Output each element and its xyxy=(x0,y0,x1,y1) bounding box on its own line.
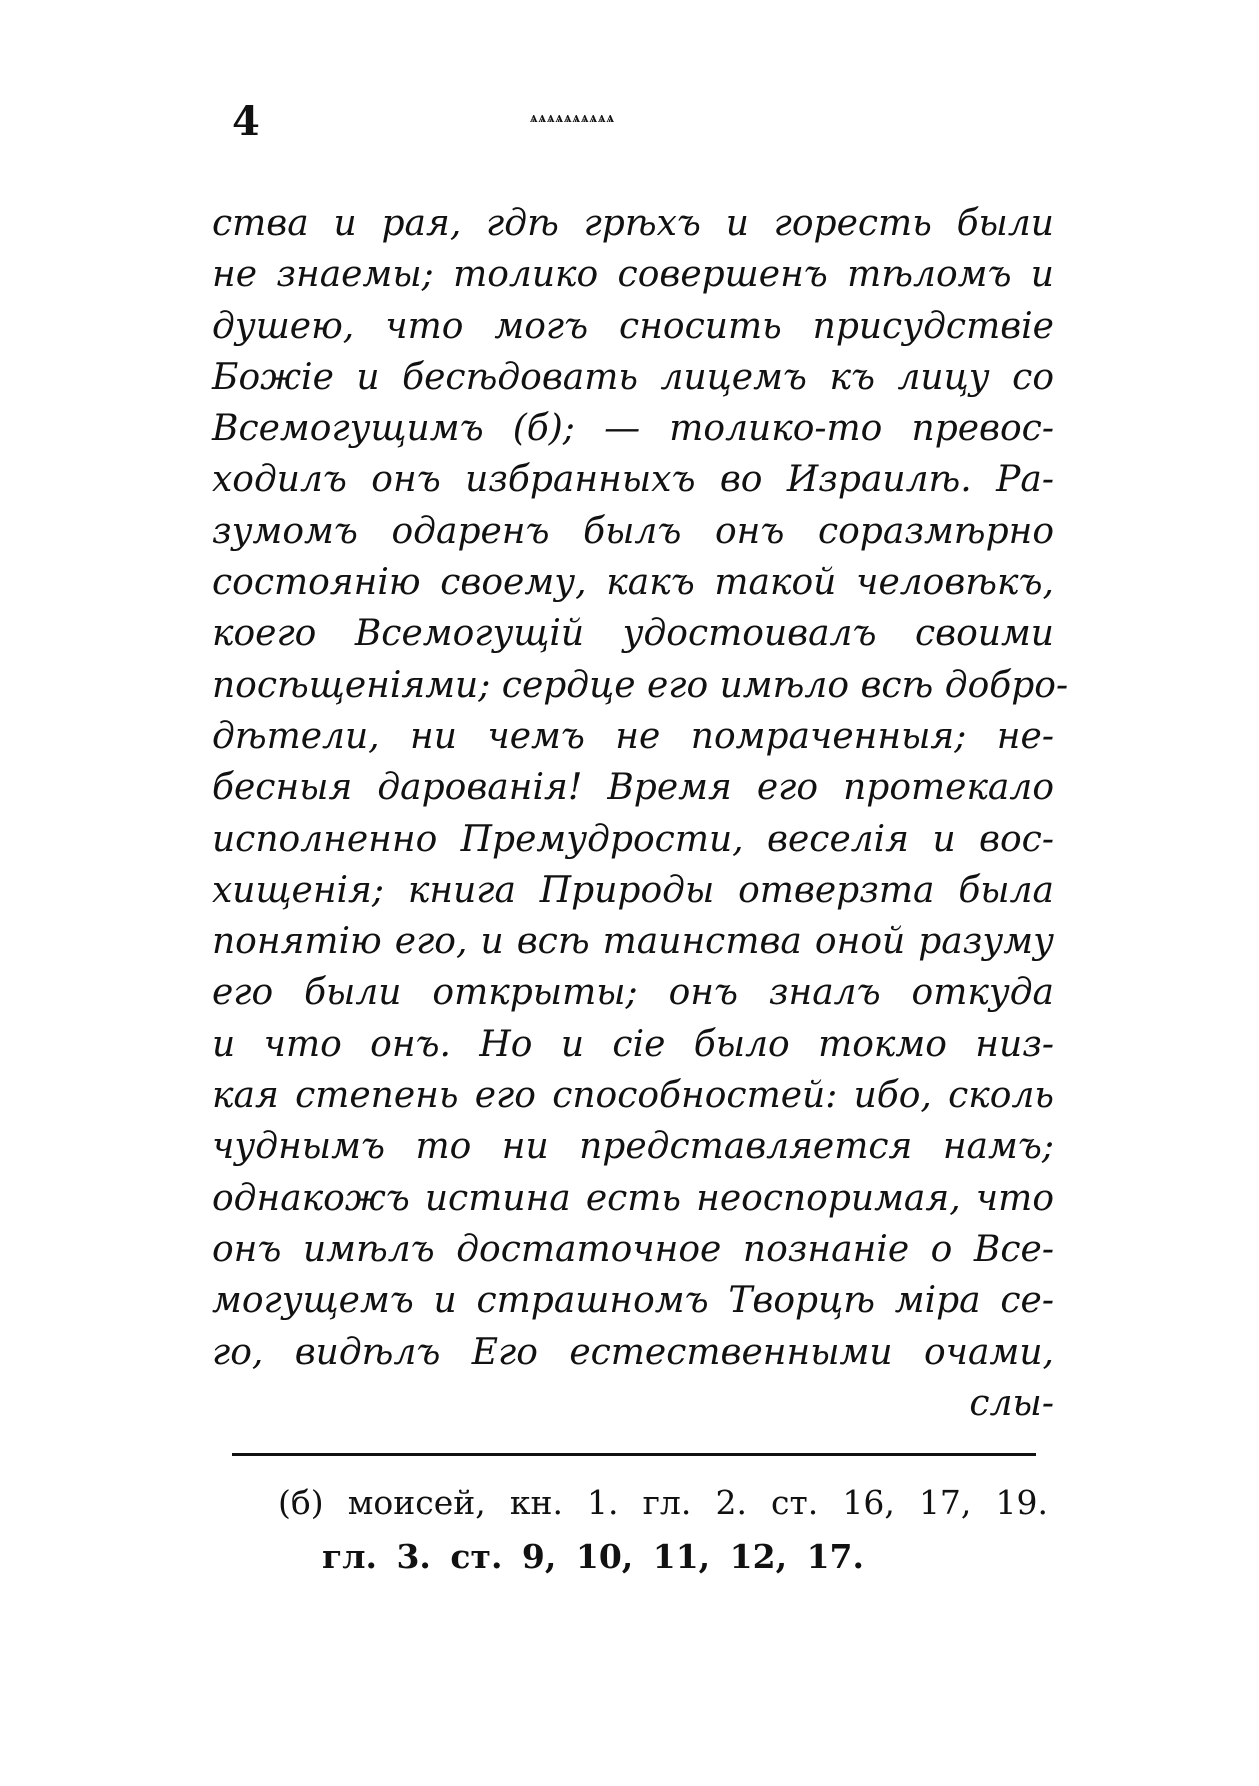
text-line: бесныя дарованія! Время его протекало xyxy=(212,767,1054,809)
text-line: кая степень его способностей: ибо, сколь xyxy=(212,1075,1054,1117)
text-line: могущемъ и страшномъ Творцѣ міра се- xyxy=(212,1280,1054,1322)
text-line: го, видѣлъ Его естественными очами, xyxy=(212,1331,1054,1373)
page-number: 4 xyxy=(232,98,260,145)
text-line: онъ имѣлъ достаточное познаніе о Все- xyxy=(212,1228,1054,1270)
text-line: посѣщеніями; сердце его имѣло всѣ добро- xyxy=(212,664,1069,706)
header-ornament: ѧѧѧѧѧѧѧѧѧѧ xyxy=(530,108,615,126)
text-line: Всемогущимъ (б); — толико-то превос- xyxy=(212,408,1054,450)
text-line: ходилъ онъ избранныхъ во Израилѣ. Ра- xyxy=(212,459,1054,501)
text-line: состоянію своему, какъ такой человѣкъ, xyxy=(212,562,1054,604)
text-line: коего Всемогущій удостоивалъ своими xyxy=(212,613,1054,655)
body-text xyxy=(212,198,1069,1429)
text-line: дѣтели, ни чемъ не помраченныя; не- xyxy=(212,715,1054,757)
text-line: его были открыты; онъ зналъ откуда xyxy=(212,972,1054,1014)
catchword: слы- xyxy=(969,1382,1054,1424)
footnote xyxy=(278,1476,1048,1584)
text-line: Божіе и бесѣдовать лицемъ къ лицу со xyxy=(212,356,1054,398)
text-line: и что онъ. Но и сіе было токмо низ- xyxy=(212,1023,1054,1065)
footnote-line: гл. 3. ст. 9, 10, 11, 12, 17. xyxy=(322,1537,864,1576)
text-line: ства и рая, гдѣ грѣхъ и горесть были xyxy=(212,203,1054,244)
text-line: понятію его, и всѣ таинства оной разуму xyxy=(212,921,1054,963)
footnote-rule xyxy=(232,1453,1036,1456)
text-line: хищенія; книга Природы отверзта была xyxy=(212,869,1054,911)
text-line: однакожъ истина есть неоспоримая, что xyxy=(212,1177,1054,1219)
text-line: чуднымъ то ни представляется намъ; xyxy=(212,1126,1054,1168)
text-line: душею, что могъ сносить присудствіе xyxy=(212,305,1054,347)
text-line: зумомъ одаренъ былъ онъ соразмѣрно xyxy=(212,510,1054,552)
text-line: исполненно Премудрости, веселія и вос- xyxy=(212,818,1054,860)
text-line: не знаемы; толико совершенъ тѣломъ и xyxy=(212,254,1054,296)
footnote-line: (б) моисей, кн. 1. гл. 2. ст. 16, 17, 19. xyxy=(278,1483,1048,1522)
